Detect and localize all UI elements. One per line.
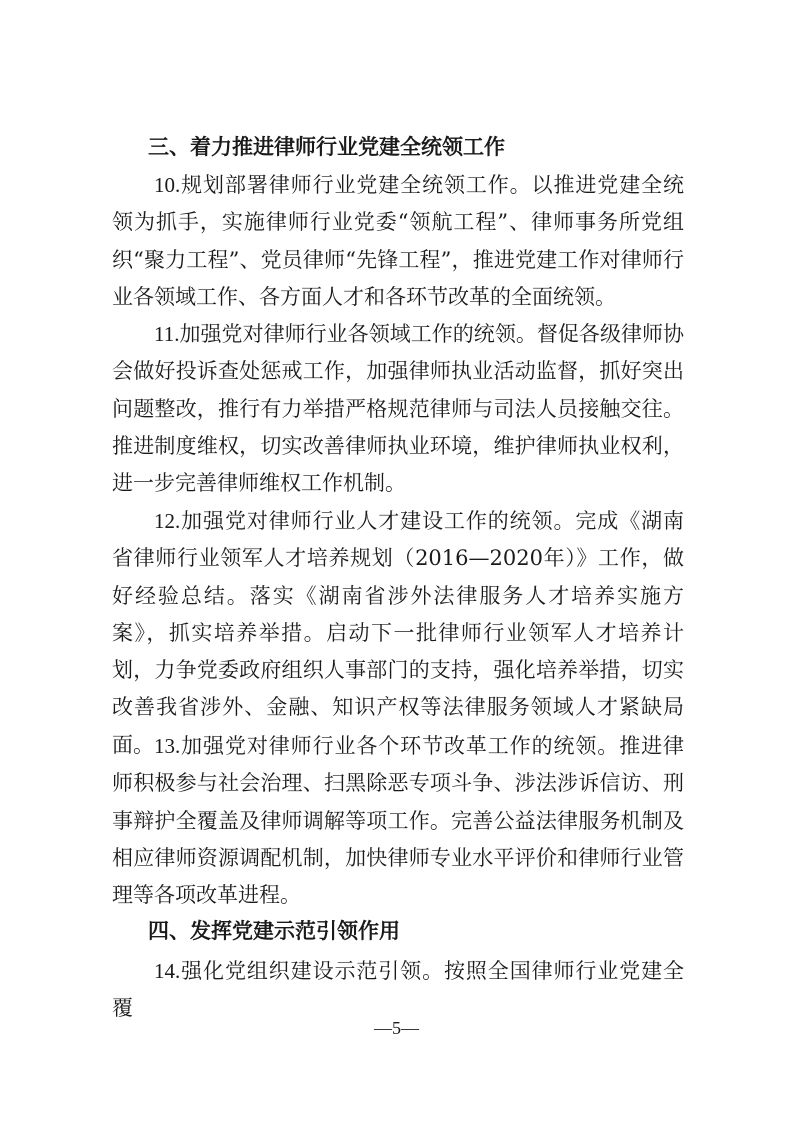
paragraph-10-body: 以推进党建全统领为抓手，实施律师行业党委“领航工程”、律师事务所党组织“聚力工程”、党员律师“先锋工程”，推进党建工作对律师行业各领域工作、各方面人才和各环节改革的全面统领。 <box>112 173 685 309</box>
paragraph-12-body: 完成《湖南省律师行业领军人才培养规划（2016—2020年）》工作，做好经验总结。落实《湖南省涉外法律服务人才培养实施方案》，抓实培养举措。启动下一批律师行业领军人才培养计划，力争党委政府组织人事部门的支持，强化培养举措，切实改善我省涉外、金融、知识产权等法律服务领域人才紧缺局面。 <box>112 509 684 757</box>
paragraph-10 <box>112 167 684 316</box>
paragraph-11 <box>112 316 684 502</box>
paragraph-14-number: 14. <box>154 959 181 983</box>
paragraph-12-number: 12. <box>154 509 181 533</box>
paragraph-14-body: 按照全国律师行业党建全覆 <box>112 959 685 1021</box>
paragraph-12-lead: 加强党对律师行业人才建设工作的统领。 <box>180 509 576 533</box>
paragraph-13-number: 13. <box>154 734 181 758</box>
paragraph-11-lead: 加强党对律师行业各领域工作的统领。 <box>179 322 537 346</box>
paragraph-13 <box>112 728 684 914</box>
paragraph-11-number: 11. <box>154 322 180 346</box>
paragraph-10-number: 10. <box>154 173 181 197</box>
paragraph-13-lead: 加强党对律师行业各个环节改革工作的统领。 <box>180 734 620 758</box>
paragraph-12 <box>112 503 684 764</box>
paragraph-14-lead: 强化党组织建设示范引领。 <box>180 959 444 983</box>
section-3-heading: 三、着力推进律师行业党建全统领工作 <box>148 135 505 159</box>
section-4-heading: 四、发挥党建示范引领作用 <box>148 919 400 943</box>
paragraph-10-lead: 规划部署律师行业党建全统领工作。 <box>180 173 532 197</box>
paragraph-11-body: 督促各级律师协会做好投诉查处惩戒工作，加强律师执业活动监督，抓好突出问题整改，推行有力举措严格规范律师与司法人员接触交往。推进制度维权，切实改善律师执业环境，维护律师执业权利，进一步完善律师维权工作机制。 <box>112 322 685 496</box>
paragraph-13-body: 推进律师积极参与社会治理、扫黑除恶专项斗争、涉法涉诉信访、刑事辩护全覆盖及律师调解等项工作。完善公益法律服务机制及相应律师资源调配机制，加快律师专业水平评价和律师行业管理等各项改革进程。 <box>112 734 685 908</box>
page-number: —5— <box>374 1018 419 1038</box>
